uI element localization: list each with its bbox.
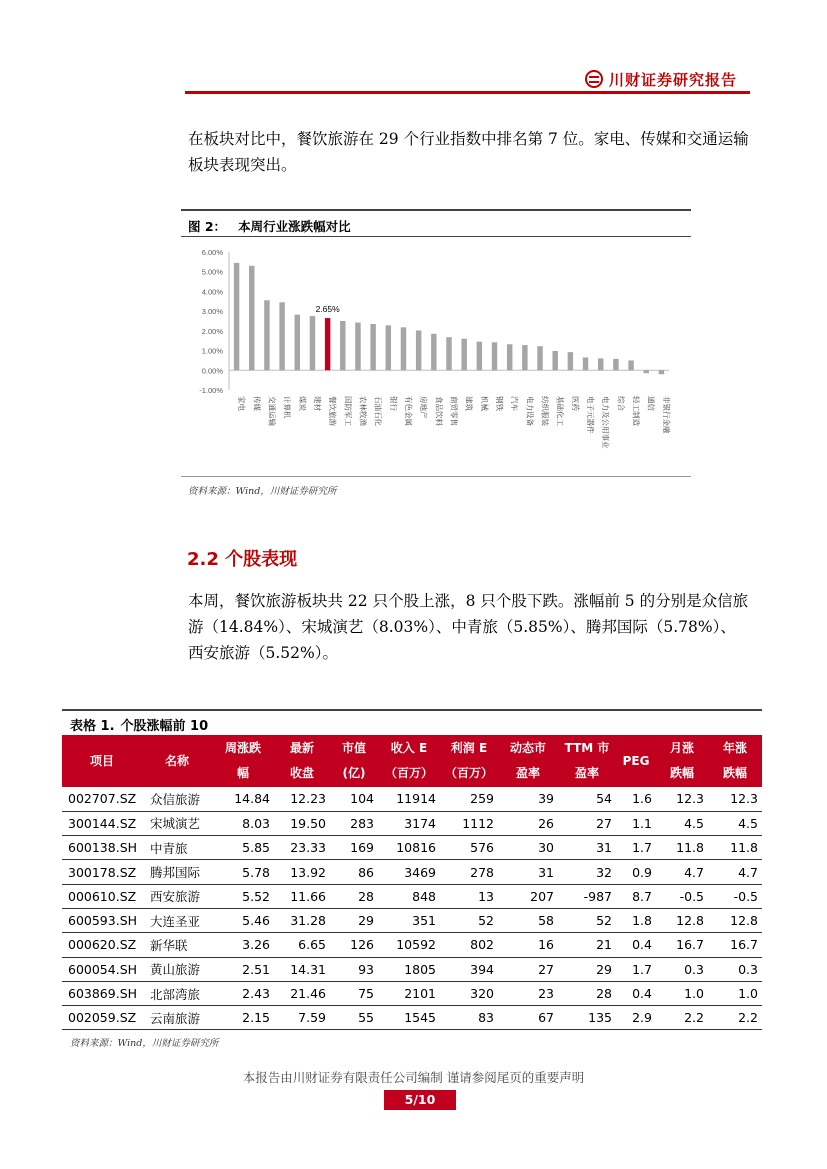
table-cell: 16 [498,933,558,957]
table-cell: 31.28 [274,908,330,932]
table-header-text: 名称 [164,753,189,768]
bar [598,358,603,370]
table-cell: 2.2 [656,1006,708,1030]
table-cell: 8.03 [212,811,274,835]
table-cell: 104 [330,787,378,811]
table-header-cell [330,735,378,787]
table-cell: 中青旅 [142,836,212,860]
x-category-label: 电子元器件 [586,396,596,434]
x-category-label: 有色金属 [403,396,413,426]
bar [446,337,451,370]
table-cell: 30 [498,836,558,860]
table-title-text: 个股涨幅前 10 [120,719,209,734]
bar [264,300,269,370]
table-cell: 12.23 [274,787,330,811]
table-cell: 5.78 [212,860,274,884]
table-row [62,860,762,884]
y-tick-label: 0.00% [201,366,223,376]
x-category-label: 建筑 [464,396,474,411]
table-cell: 300178.SZ [62,860,142,884]
figure-title [188,217,363,235]
table-cell: 0.4 [616,933,656,957]
table-cell: 207 [498,884,558,908]
table-cell: 大连圣亚 [142,908,212,932]
table-body [62,787,762,1030]
table-row [62,1006,762,1030]
table-cell: 4.5 [656,811,708,835]
figure-title-rule [181,236,691,237]
table-cell: 1.0 [708,981,762,1005]
section-title: 2.2 个股表现 [187,549,298,570]
table-cell: 000620.SZ [62,933,142,957]
table-cell: 6.65 [274,933,330,957]
table-cell: 13.92 [274,860,330,884]
table-cell: 北部湾旅 [142,981,212,1005]
table-cell: -0.5 [708,884,762,908]
bar [477,342,482,371]
table-cell: 1112 [440,811,498,835]
table-header-text: 动态市 [509,741,546,755]
table-cell: 21 [558,933,616,957]
table-cell: 351 [378,908,440,932]
header-rule [185,91,750,94]
table-cell: 5.46 [212,908,274,932]
table-header-cell [62,735,142,787]
table-cell: 58 [498,908,558,932]
intro-paragraph: 在板块对比中，餐饮旅游在 29 个行业指数中排名第 7 位。家电、传媒和交通运输板块表现突出。 [188,130,749,174]
table-cell: 2.15 [212,1006,274,1030]
figure-top-rule [181,209,691,211]
x-category-label: 汽车 [510,396,520,411]
bar [431,334,436,370]
table-cell: 86 [330,860,378,884]
y-tick-label: 6.00% [201,248,223,257]
table-cell: 283 [330,811,378,835]
table-cell: 11.8 [708,836,762,860]
bar [583,357,588,370]
table-cell: 29 [330,908,378,932]
table-cell: 394 [440,957,498,981]
table-cell: 14.84 [212,787,274,811]
brand-name: 川财证券研究报告 [609,70,738,89]
table-row [62,787,762,811]
table-cell: 3174 [378,811,440,835]
table-header-text: 盈率 [574,766,599,780]
table-row [62,836,762,860]
table-header-text: 收入 E [390,741,428,755]
table-cell: 1805 [378,957,440,981]
table-label: 表格 1. [70,719,115,734]
table-header-text: 月涨 [669,741,694,755]
table-top-rule [62,709,762,711]
table-header-text: 幅 [236,766,249,780]
table-cell: 0.3 [656,957,708,981]
table-cell: 000610.SZ [62,884,142,908]
table-cell: 1.6 [616,787,656,811]
table-row [62,957,762,981]
bar [370,324,375,370]
table-cell: 29 [558,957,616,981]
bar [310,316,315,370]
table-cell: 10816 [378,836,440,860]
table-cell: 1.7 [616,836,656,860]
bar [507,344,512,370]
table-cell: 1.0 [656,981,708,1005]
table-cell: 31 [558,836,616,860]
x-category-label: 纺织服装 [540,396,550,426]
x-category-label: 轻工制造 [631,396,641,426]
stock-paragraph: 本周，餐饮旅游板块共 22 只个股上涨，8 只个股下跌。涨幅前 5 的分别是众信旅游（14.84%）、宋城演艺（8.03%）、中青旅（5.85%）、腾邦国际（5.78%）、西安旅游（5.52%）。 [188,592,749,662]
table-cell: 西安旅游 [142,884,212,908]
x-category-label: 机械 [479,396,489,411]
table-header-cell [142,735,212,787]
table-cell: 2.9 [616,1006,656,1030]
x-category-label: 国防军工 [343,396,353,426]
table-header-text: 跌幅 [722,766,747,780]
y-tick-label: -1.00% [199,386,223,395]
x-category-label: 通信 [646,396,656,411]
table-cell: 3469 [378,860,440,884]
table-cell: -0.5 [656,884,708,908]
table-header-cell [616,735,656,787]
table-header-text: 盈率 [515,766,540,780]
table-title [70,715,214,734]
table-cell: 3.26 [212,933,274,957]
table-cell: 27 [558,811,616,835]
table-header-text: 周涨跌 [224,741,261,755]
table-header-cell [212,735,274,787]
industry-change-bar-chart [181,240,691,475]
bar [644,370,649,373]
bar [416,330,421,370]
x-category-label: 基础化工 [555,396,565,426]
x-category-label: 石油石化 [373,396,383,426]
x-category-label: 交通运输 [267,396,277,426]
table-cell: 1.7 [616,957,656,981]
x-category-label: 煤炭 [297,396,307,411]
figure-title-text: 本周行业涨跌幅对比 [238,219,351,234]
table-cell: 4.5 [708,811,762,835]
table-cell: 16.7 [656,933,708,957]
table-header-cell [558,735,616,787]
x-category-label: 银行 [388,396,398,411]
bar [628,360,633,370]
table-header-text: 年涨 [722,741,747,755]
table-header-text: TTM 市 [564,741,610,755]
table-cell: 5.52 [212,884,274,908]
table-cell: 10592 [378,933,440,957]
table-cell: 13 [440,884,498,908]
table-header-cell [656,735,708,787]
table-cell: 11.66 [274,884,330,908]
figure-label: 图 2： [188,219,227,234]
table-header-cell [440,735,498,787]
table-cell: 300144.SZ [62,811,142,835]
table-header-text: （百万） [444,766,493,780]
table-cell: 14.31 [274,957,330,981]
table-cell: 002707.SZ [62,787,142,811]
x-category-label: 商贸零售 [449,396,459,426]
table-cell: 1545 [378,1006,440,1030]
table-cell: 腾邦国际 [142,860,212,884]
table-cell: 11914 [378,787,440,811]
table-cell: 12.3 [708,787,762,811]
bar [355,323,360,371]
table-cell: 2101 [378,981,440,1005]
x-category-label: 计算机 [282,396,292,419]
table-cell: 600054.SH [62,957,142,981]
x-category-label: 传媒 [252,396,262,411]
x-category-label: 电力设备 [525,396,535,426]
table-cell: -987 [558,884,616,908]
bar [386,325,391,370]
table-cell: 0.9 [616,860,656,884]
table-cell: 75 [330,981,378,1005]
table-cell: 169 [330,836,378,860]
table-cell: 新华联 [142,933,212,957]
table-header-text: PEG [622,753,650,768]
table-cell: 2.43 [212,981,274,1005]
x-category-label: 钢铁 [495,396,505,411]
table-cell: 848 [378,884,440,908]
table-header-cell [274,735,330,787]
bar [249,266,254,370]
table-row [62,884,762,908]
table-cell: 28 [558,981,616,1005]
table-cell: 宋城演艺 [142,811,212,835]
table-source: 资料来源：Wind，川财证券研究所 [70,1038,219,1049]
bar [552,351,557,370]
x-category-label: 电力及公用事业 [601,396,611,449]
table-cell: 4.7 [708,860,762,884]
table-cell: 002059.SZ [62,1006,142,1030]
table-header-text: 最新 [289,741,314,755]
table-header-text: 利润 E [450,741,488,755]
table-header-row [62,735,762,787]
table-cell: 云南旅游 [142,1006,212,1030]
table-cell: 28 [330,884,378,908]
x-category-label: 食品饮料 [434,396,444,426]
y-tick-label: 4.00% [201,287,223,297]
x-category-label: 非银行金融 [661,396,671,434]
table-cell: 39 [498,787,558,811]
table-header-cell [708,735,762,787]
y-tick-label: 5.00% [201,267,223,277]
bar [492,342,497,370]
table-cell: 93 [330,957,378,981]
header-brand [585,68,755,90]
footer-disclaimer: 本报告由川财证券有限责任公司编制 谨请参阅尾页的重要声明 [242,1070,585,1085]
table-cell: 278 [440,860,498,884]
table-cell: 320 [440,981,498,1005]
table-cell: 11.8 [656,836,708,860]
table-cell: 126 [330,933,378,957]
company-logo-icon [585,70,603,88]
table-cell: 259 [440,787,498,811]
table-cell: 12.8 [708,908,762,932]
table-cell: 2.2 [708,1006,762,1030]
table-cell: 67 [498,1006,558,1030]
table-cell: 26 [498,811,558,835]
table-cell: 7.59 [274,1006,330,1030]
table-cell: 黄山旅游 [142,957,212,981]
y-tick-label: 1.00% [201,346,223,356]
table-cell: 0.3 [708,957,762,981]
table-cell: 32 [558,860,616,884]
bar [659,370,664,374]
bar [325,318,330,370]
table-cell: 4.7 [656,860,708,884]
table-header-text: 市值 [341,741,366,755]
table-cell: 0.4 [616,981,656,1005]
table-header-text: 收盘 [289,766,314,780]
bar [461,339,466,371]
x-category-label: 家电 [237,396,247,411]
table-cell: 27 [498,957,558,981]
table-cell: 600593.SH [62,908,142,932]
bar [613,359,618,370]
table-header-text: 跌幅 [669,766,694,780]
table-cell: 2.51 [212,957,274,981]
table-cell: 12.3 [656,787,708,811]
bar [234,263,239,370]
highlight-data-label: 2.65% [315,304,340,315]
table-cell: 603869.SH [62,981,142,1005]
bar [537,346,542,370]
x-category-label: 房地产 [419,396,429,419]
table-cell: 23.33 [274,836,330,860]
y-tick-label: 3.00% [201,307,223,317]
y-tick-label: 2.00% [201,326,223,336]
table-cell: 83 [440,1006,498,1030]
table-cell: 16.7 [708,933,762,957]
bar [279,302,284,370]
table-cell: 8.7 [616,884,656,908]
table-cell: 5.85 [212,836,274,860]
table-header-text: （百万） [384,766,433,780]
table-cell: 21.46 [274,981,330,1005]
bar [568,352,573,370]
table-cell: 23 [498,981,558,1005]
table-row [62,908,762,932]
bar [522,345,527,370]
table-cell: 1.8 [616,908,656,932]
table-header-cell [378,735,440,787]
table-cell: 52 [440,908,498,932]
table-cell: 576 [440,836,498,860]
x-category-label: 餐饮旅游 [328,396,338,426]
table-row [62,811,762,835]
bar [295,315,300,371]
table-cell: 55 [330,1006,378,1030]
table-cell: 19.50 [274,811,330,835]
x-category-label: 综合 [616,396,626,411]
table-cell: 52 [558,908,616,932]
bar [340,321,345,370]
table-row [62,981,762,1005]
x-category-label: 医药 [570,396,580,411]
page-number: 5/10 [384,1090,456,1110]
figure-source: 资料来源：Wind，川财证券研究所 [188,486,337,497]
table-cell: 135 [558,1006,616,1030]
table-cell: 802 [440,933,498,957]
figure-bottom-rule [181,476,691,477]
bar [401,327,406,370]
table-header-text: 项目 [89,753,114,768]
table-cell: 31 [498,860,558,884]
table-cell: 54 [558,787,616,811]
table-cell: 12.8 [656,908,708,932]
table-cell: 600138.SH [62,836,142,860]
table-row [62,933,762,957]
x-category-label: 农林牧渔 [358,396,368,426]
table-header-text: (亿) [342,766,366,780]
top10-stocks-table [62,735,762,1030]
x-category-label: 建材 [312,396,322,411]
table-header-cell [498,735,558,787]
table-cell: 1.1 [616,811,656,835]
table-cell: 众信旅游 [142,787,212,811]
